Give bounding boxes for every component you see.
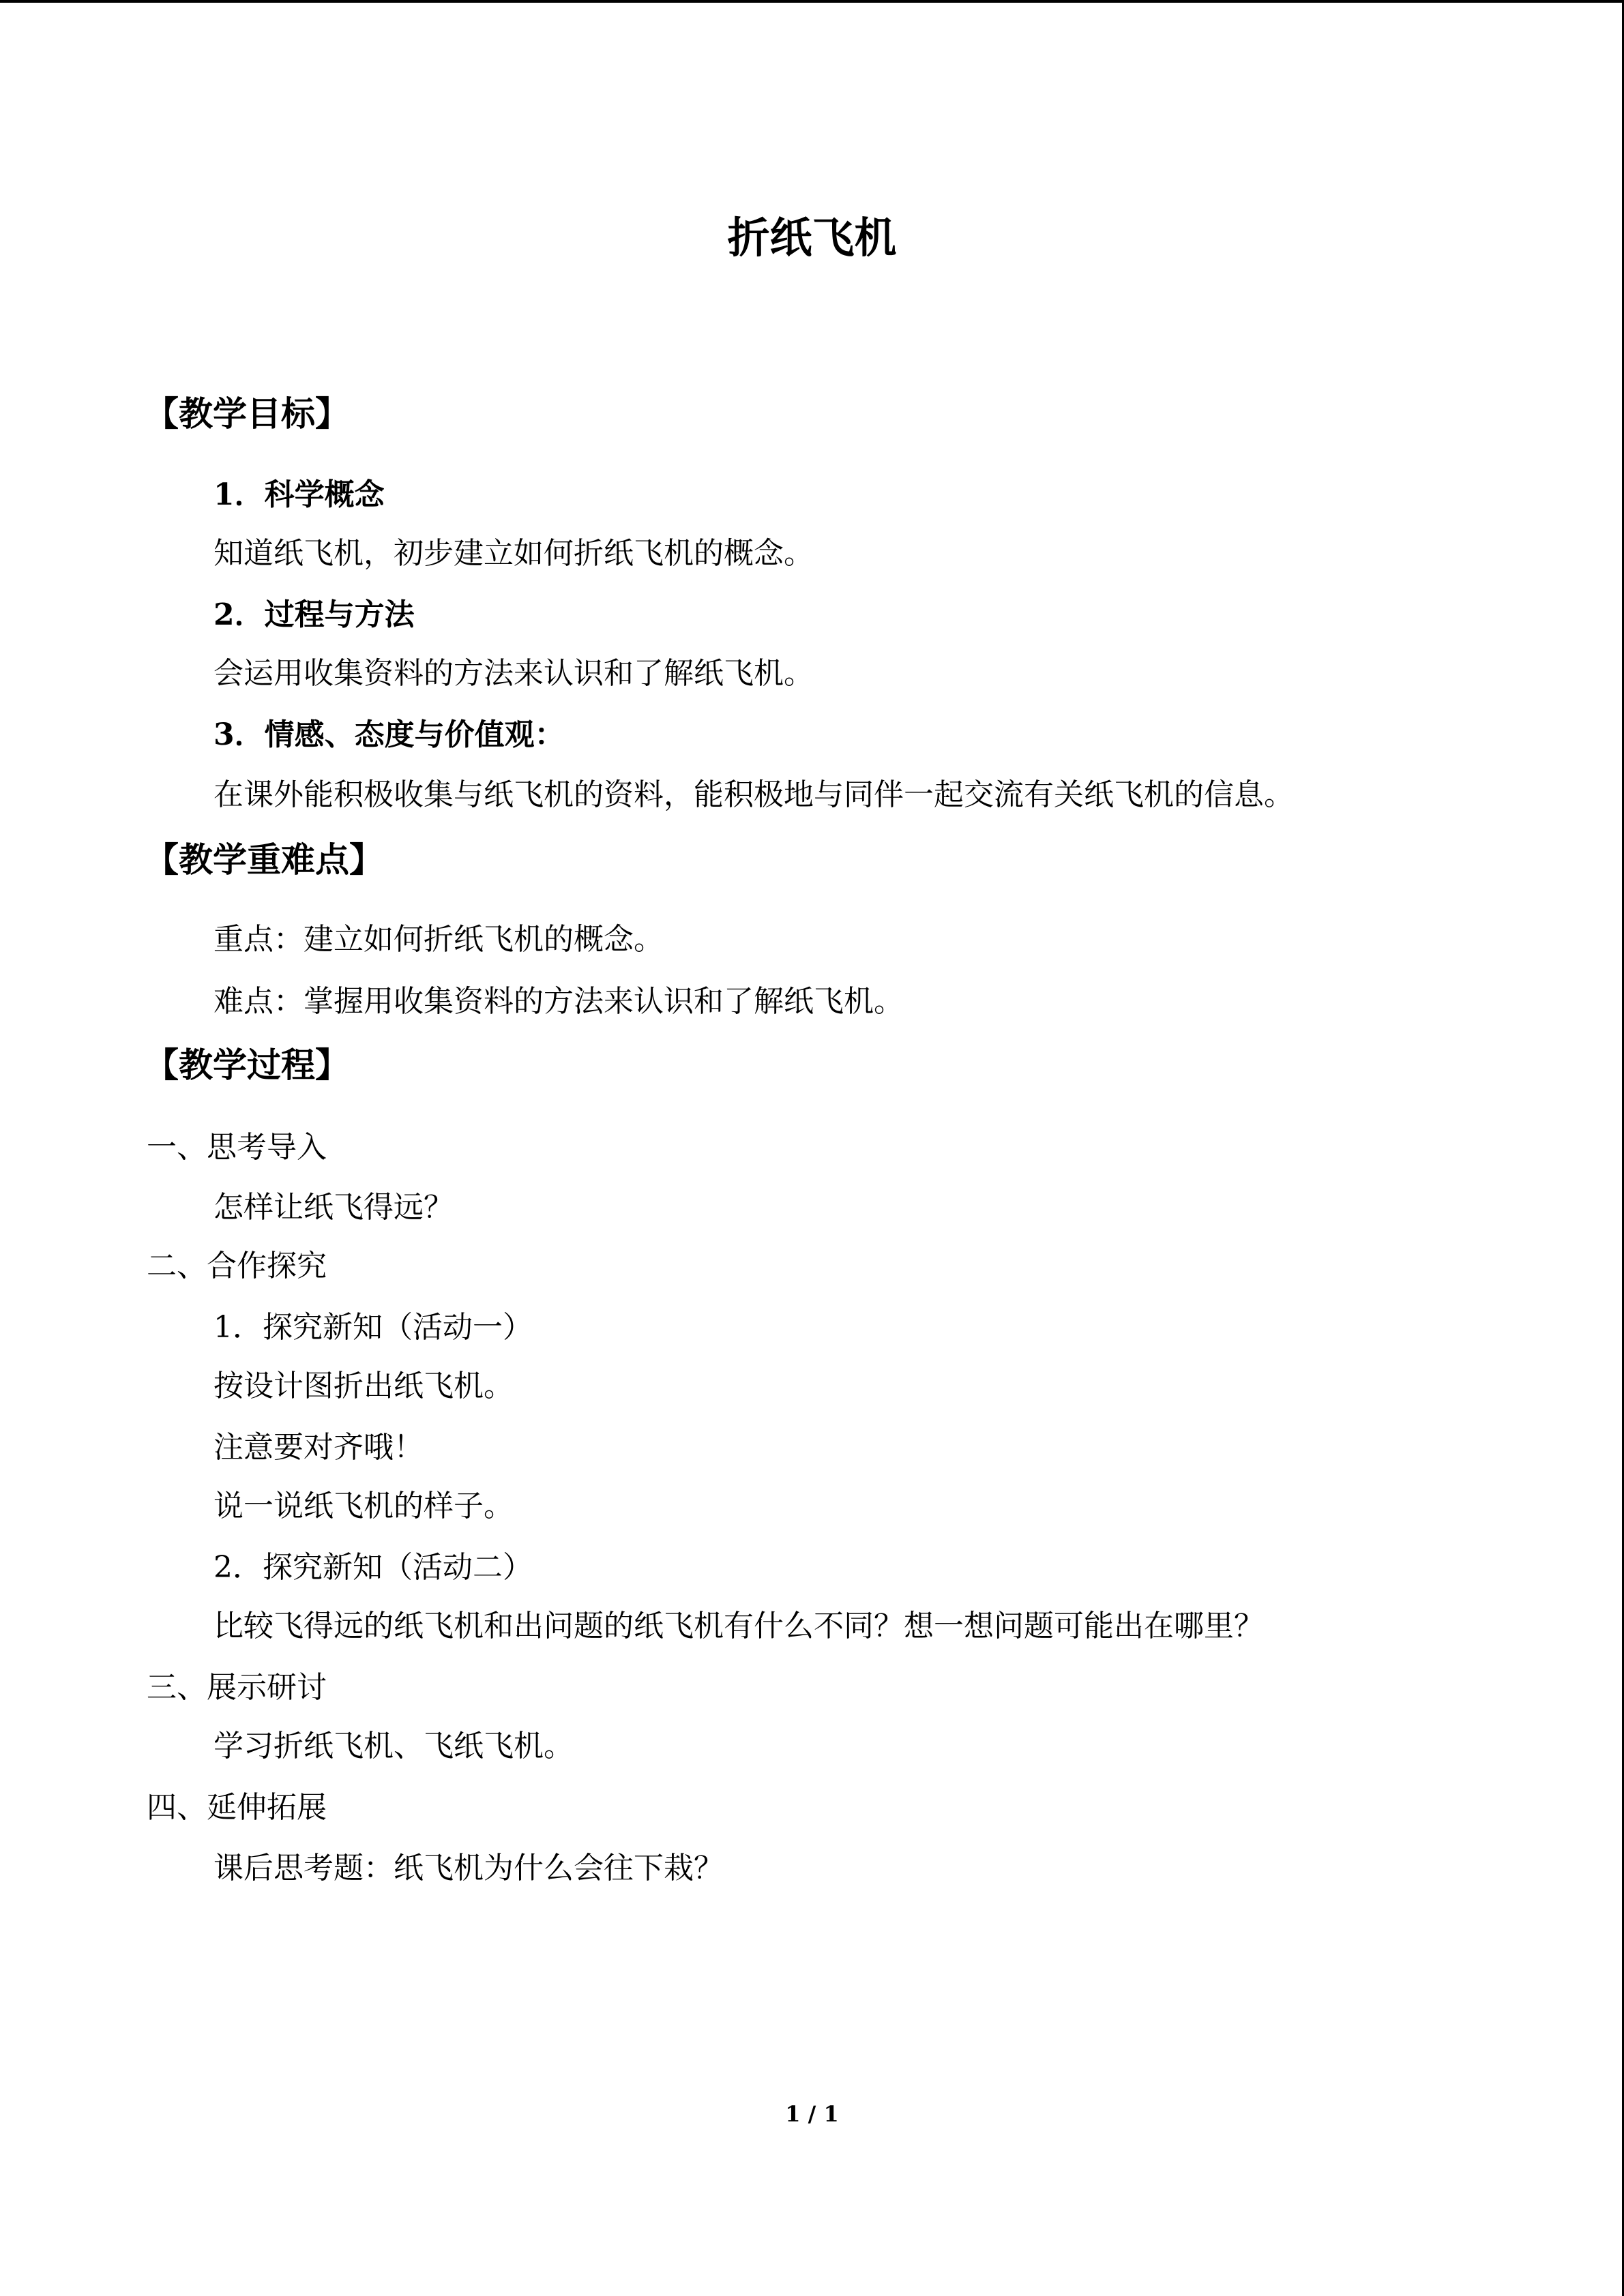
key-point-line: 难点：掌握用收集资料的方法来认识和了解纸飞机。	[213, 984, 904, 1019]
section-line: 比较飞得远的纸飞机和出问题的纸飞机有什么不同？想一想问题可能出在哪里？	[213, 1609, 1264, 1643]
section-line: 怎样让纸飞得远？	[213, 1190, 454, 1225]
section-line: 学习折纸飞机、飞纸飞机。	[213, 1729, 574, 1763]
objective-text: 会运用收集资料的方法来认识和了解纸飞机。	[213, 656, 814, 691]
section-title: 一、思考导入	[147, 1130, 327, 1165]
section-line: 注意要对齐哦！	[213, 1430, 424, 1465]
section-title: 四、延伸拓展	[147, 1790, 327, 1825]
objective-text: 在课外能积极收集与纸飞机的资料，能积极地与同伴一起交流有关纸飞机的信息。	[213, 777, 1294, 812]
objective-label: 1．科学概念	[213, 477, 385, 512]
page-border-top	[0, 0, 1624, 3]
section-line: 2．探究新知（活动二）	[213, 1550, 533, 1585]
objective-label: 3．情感、态度与价值观：	[213, 717, 565, 752]
key-point-line: 重点：建立如何折纸飞机的概念。	[213, 922, 664, 957]
section-title: 三、展示研讨	[147, 1670, 327, 1705]
objective-text: 知道纸飞机，初步建立如何折纸飞机的概念。	[213, 536, 814, 571]
section-line: 课后思考题：纸飞机为什么会往下栽？	[213, 1851, 724, 1885]
heading-objectives: 【教学目标】	[145, 394, 349, 434]
heading-process: 【教学过程】	[145, 1045, 349, 1085]
section-line: 1．探究新知（活动一）	[213, 1310, 533, 1345]
document-title: 折纸飞机	[727, 213, 897, 263]
objective-label: 2．过程与方法	[213, 597, 415, 632]
page-number: 1 / 1	[785, 2101, 839, 2127]
section-line: 按设计图折出纸飞机。	[213, 1369, 514, 1403]
heading-key-points: 【教学重难点】	[145, 840, 383, 880]
section-line: 说一说纸飞机的样子。	[213, 1489, 514, 1523]
section-title: 二、合作探究	[147, 1249, 327, 1283]
